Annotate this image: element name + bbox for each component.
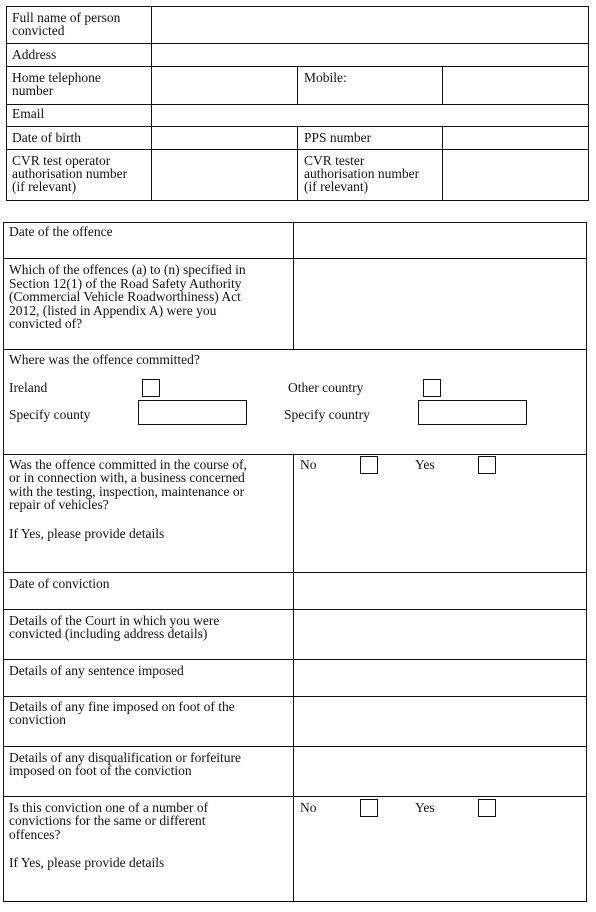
date-of-birth-label: Date of birth [12, 130, 81, 145]
table-border [3, 222, 4, 902]
business-details-field[interactable] [294, 476, 586, 572]
where-committed-label: Where was the offence committed? [9, 352, 200, 367]
ireland-checkbox[interactable] [142, 379, 160, 397]
business-details-label: If Yes, please provide details [9, 526, 165, 541]
cvr-operator-label: CVR test operator authorisation number (if relevant) [12, 153, 128, 194]
column-divider [297, 126, 298, 201]
business-connection-label: Was the offence committed in the course of, or in connection with, a business concerned with the testing, inspection, maintenance or repair of vehicles? [9, 457, 247, 513]
multiple-yes-checkbox[interactable] [478, 799, 496, 817]
full-name-field[interactable] [152, 7, 588, 43]
court-details-field[interactable] [294, 610, 586, 659]
address-label: Address [12, 47, 57, 62]
multiple-yes-label: Yes [415, 800, 435, 815]
multiple-convictions-label: Is this conviction one of a number of convictions for the same or different offences? [9, 800, 209, 842]
mobile-label: Mobile: [304, 70, 347, 85]
date-of-birth-field[interactable] [152, 127, 297, 149]
business-no-label: No [300, 457, 317, 472]
pps-number-field[interactable] [443, 127, 588, 149]
business-yes-label: Yes [415, 457, 435, 472]
ireland-label: Ireland [9, 380, 48, 395]
court-details-label: Details of the Court in which you were convicted (including address details) [9, 613, 220, 641]
home-telephone-field[interactable] [152, 67, 297, 104]
specify-county-field[interactable] [138, 400, 247, 425]
row-divider [3, 796, 587, 797]
cvr-tester-label: CVR tester authorisation number (if relevant) [304, 153, 420, 194]
date-of-offence-field[interactable] [294, 223, 586, 258]
date-of-conviction-field[interactable] [294, 573, 586, 609]
address-field[interactable] [152, 44, 588, 66]
cvr-tester-field[interactable] [443, 150, 588, 200]
table-border [3, 901, 587, 902]
column-divider [297, 66, 298, 105]
specify-country-label: Specify country [284, 407, 370, 422]
business-no-checkbox[interactable] [360, 456, 378, 474]
business-yes-checkbox[interactable] [478, 456, 496, 474]
multiple-no-checkbox[interactable] [360, 799, 378, 817]
fine-label: Details of any fine imposed on foot of the conviction [9, 699, 235, 727]
multiple-details-label: If Yes, please provide details [9, 855, 165, 870]
sentence-field[interactable] [294, 660, 586, 696]
which-offence-field[interactable] [294, 259, 586, 349]
disqualification-field[interactable] [294, 747, 586, 796]
home-telephone-label: Home telephone number [12, 70, 101, 98]
multiple-no-label: No [300, 800, 317, 815]
pps-number-label: PPS number [304, 130, 372, 145]
email-label: Email [12, 106, 45, 121]
full-name-label: Full name of person convicted [12, 10, 121, 38]
disqualification-label: Details of any disqualification or forfeiture imposed on foot of the conviction [9, 750, 242, 778]
date-of-conviction-label: Date of conviction [9, 576, 110, 591]
mobile-field[interactable] [443, 67, 588, 104]
sentence-label: Details of any sentence imposed [9, 663, 184, 678]
other-country-label: Other country [288, 380, 364, 395]
which-offence-label: Which of the offences (a) to (n) specified in Section 12(1) of the Road Safety Authority (Commercial Vehicle Roadworthiness) Act 2012, (listed in Appendix A) were you convicted of? [9, 262, 246, 332]
other-country-checkbox[interactable] [423, 379, 441, 397]
multiple-details-field[interactable] [294, 819, 586, 901]
date-of-offence-label: Date of the offence [9, 224, 113, 239]
specify-country-field[interactable] [418, 400, 527, 425]
row-divider [3, 454, 587, 455]
row-divider [3, 349, 587, 350]
table-border [586, 222, 587, 902]
fine-field[interactable] [294, 697, 586, 746]
specify-county-label: Specify county [9, 407, 91, 422]
email-field[interactable] [152, 105, 588, 126]
cvr-operator-field[interactable] [152, 150, 297, 200]
